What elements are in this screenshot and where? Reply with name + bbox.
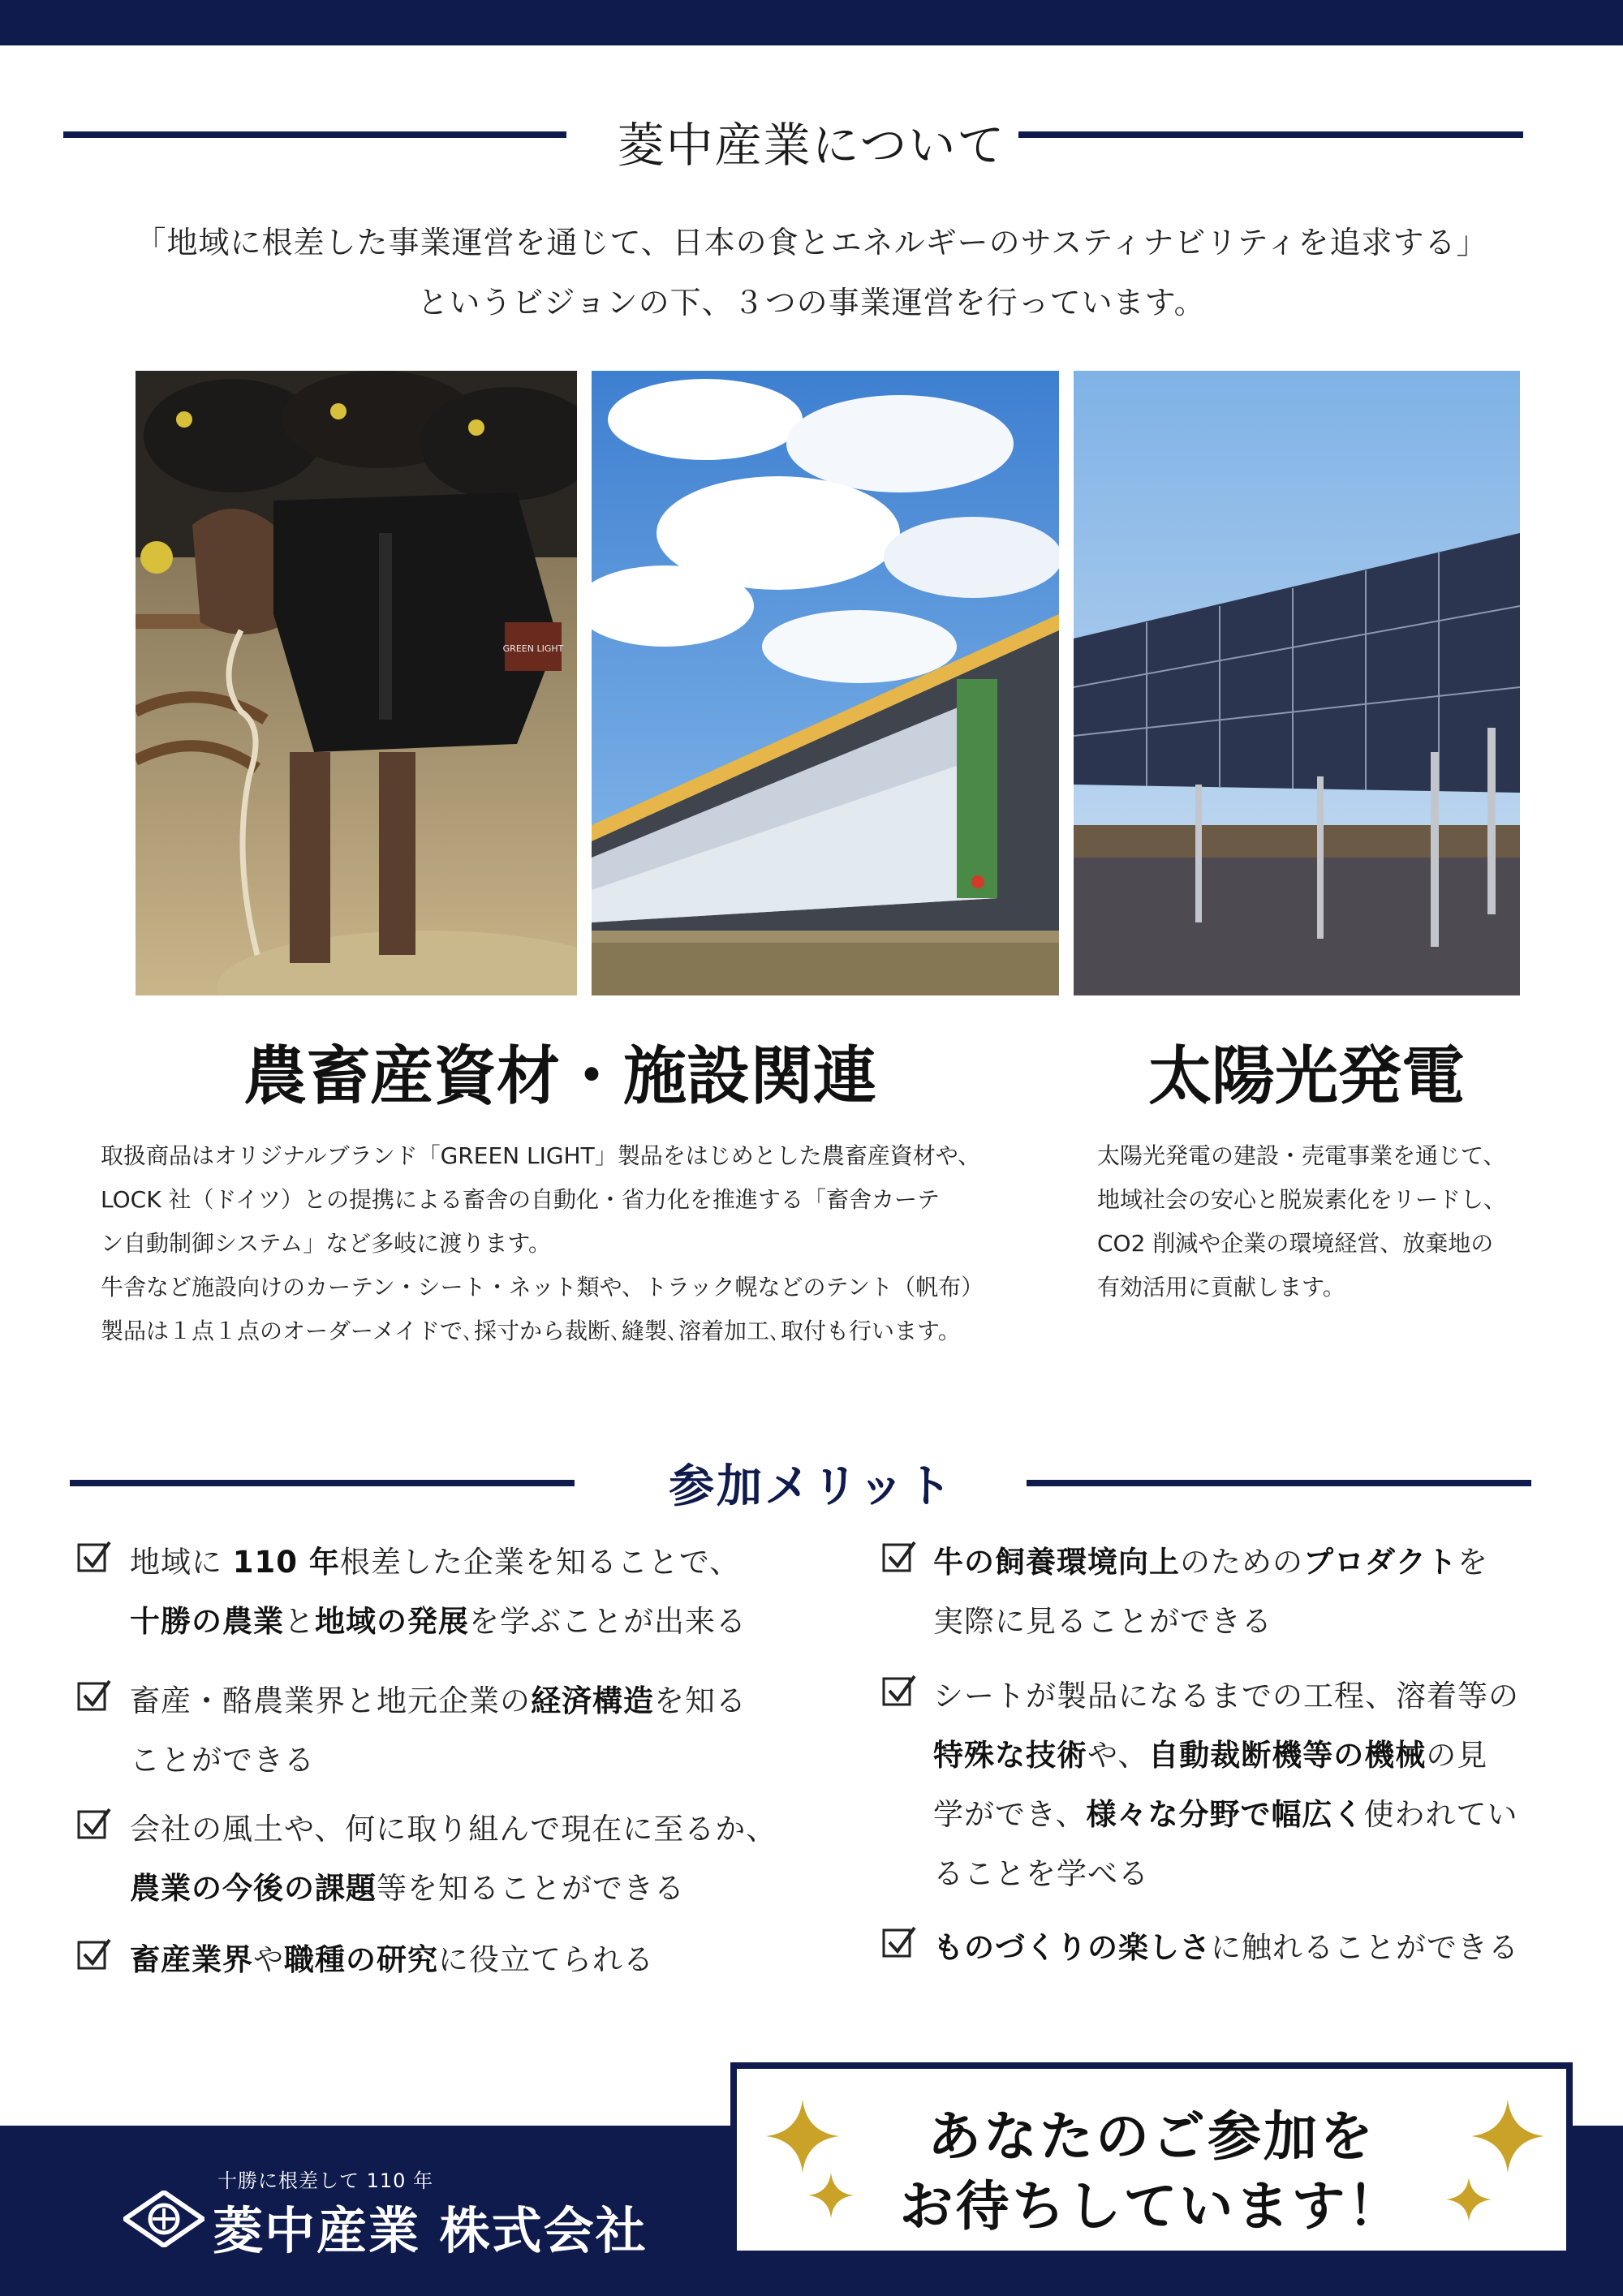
solar-line: CO2 削減や企業の環境経営、放棄地の bbox=[1097, 1230, 1494, 1257]
merit-line bbox=[130, 1537, 740, 1581]
merit-line bbox=[130, 1597, 747, 1640]
merit-title: 参加メリット bbox=[669, 1460, 954, 1513]
merit-text: と bbox=[284, 1604, 315, 1639]
merit-emphasis: 職種の研究 bbox=[284, 1942, 438, 1977]
merit-line bbox=[933, 1597, 1272, 1640]
agri-heading: 農畜産資材・施設関連 bbox=[243, 1040, 877, 1113]
merit-emphasis: 農業の今後の課題 bbox=[130, 1871, 377, 1906]
checkbox-icon bbox=[76, 1937, 112, 1972]
merit-line bbox=[130, 1935, 654, 1979]
merit-text: を学ぶことが出来る bbox=[469, 1604, 747, 1639]
agri-line: 取扱商品はオリジナルブランド「GREEN LIGHT」製品をはじめとした農畜産資材や、 bbox=[101, 1142, 981, 1169]
merit-text: 等を知ることができる bbox=[377, 1871, 685, 1906]
merit-emphasis: 自動裁断機等の機械 bbox=[1148, 1738, 1427, 1773]
title-rule-right bbox=[1018, 131, 1523, 138]
merit-text: 地域に bbox=[130, 1545, 233, 1580]
solar-line: 地域社会の安心と脱炭素化をリードし、 bbox=[1097, 1186, 1507, 1213]
merit-line bbox=[130, 1864, 685, 1907]
agri-line: 牛舎など施設向けのカーテン・シート・ネット類や、トラック幌などのテント（帆布） bbox=[101, 1274, 984, 1301]
merit-emphasis: 十勝の農業 bbox=[130, 1604, 284, 1639]
merit-emphasis: 様々な分野で幅広く bbox=[1086, 1797, 1364, 1832]
green-light-tag: GREEN LIGHT bbox=[502, 643, 564, 654]
merit-line bbox=[933, 1849, 1149, 1893]
merit-rule-left bbox=[70, 1480, 575, 1486]
cta-line-2: お待ちしています！ bbox=[899, 2175, 1404, 2238]
calf-photo bbox=[136, 371, 577, 995]
merit-emphasis: 畜産業界 bbox=[130, 1942, 253, 1977]
merit-line bbox=[933, 1923, 1519, 1967]
checkbox-icon bbox=[881, 1673, 917, 1709]
cta-box bbox=[730, 2062, 1573, 2257]
merit-emphasis: 110 年 bbox=[232, 1545, 340, 1580]
sparkle-icon bbox=[766, 2100, 855, 2238]
merit-text: を bbox=[1457, 1545, 1488, 1580]
vision-statement: 「地域に根差した事業運営を通じて、日本の食とエネルギーのサスティナビリティを追求する」 bbox=[135, 225, 1488, 260]
checkbox-icon bbox=[76, 1678, 112, 1713]
agri-description bbox=[101, 1134, 984, 1353]
agri-line: ン自動制御システム」など多岐に渡ります。 bbox=[101, 1230, 551, 1257]
company-logo bbox=[123, 2191, 204, 2247]
merit-emphasis: 特殊な技術 bbox=[933, 1738, 1087, 1773]
merit-emphasis: プロダクト bbox=[1303, 1545, 1457, 1580]
merit-text: 会社の風土や、何に取り組んで現在に至るか、 bbox=[130, 1812, 777, 1847]
merit-text: や、 bbox=[1087, 1738, 1149, 1773]
merit-line bbox=[130, 1676, 747, 1720]
merit-text: 使われてい bbox=[1363, 1797, 1518, 1832]
merit-text: に役立てられる bbox=[438, 1942, 654, 1977]
merit-line bbox=[130, 1735, 315, 1779]
merit-text: シートが製品になるまでの工程、溶着等の bbox=[933, 1679, 1519, 1713]
checkbox-icon bbox=[881, 1924, 917, 1960]
merit-line bbox=[130, 1804, 777, 1848]
merit-text: に触れることができる bbox=[1211, 1930, 1519, 1965]
merit-emphasis: 牛の飼養環境向上 bbox=[933, 1545, 1180, 1580]
agri-line: 製品は１点１点のオーダーメイドで､採寸から裁断､縫製､溶着加工､取付も行います。 bbox=[101, 1318, 961, 1344]
company-name: 菱中産業 株式会社 bbox=[213, 2201, 648, 2260]
merit-line bbox=[933, 1731, 1487, 1774]
merit-text: や bbox=[253, 1942, 284, 1977]
solar-line: 太陽光発電の建設・売電事業を通じて、 bbox=[1097, 1142, 1506, 1169]
vision-followup: というビジョンの下、３つの事業運営を行っています。 bbox=[417, 285, 1206, 320]
sparkle-icon bbox=[1443, 2100, 1548, 2238]
solar-line: 有効活用に貢献します。 bbox=[1097, 1274, 1345, 1301]
solar-description bbox=[1097, 1134, 1506, 1309]
merit-text: 畜産・酪農業界と地元企業の bbox=[130, 1683, 531, 1718]
merit-text: の見 bbox=[1426, 1738, 1488, 1773]
checkbox-icon bbox=[881, 1539, 917, 1575]
barn-photo bbox=[592, 371, 1059, 995]
merit-text: 学ができ、 bbox=[933, 1797, 1087, 1832]
title-rule-left bbox=[63, 131, 566, 138]
checkbox-icon bbox=[76, 1539, 112, 1575]
merit-emphasis: 地域の発展 bbox=[315, 1604, 469, 1639]
merit-text: 実際に見ることができる bbox=[933, 1604, 1272, 1639]
merit-text: ることを学べる bbox=[933, 1856, 1149, 1891]
merit-rule-right bbox=[1027, 1480, 1531, 1486]
about-title: 菱中産業について bbox=[617, 118, 1006, 173]
cta-line-1: あなたのご参加を bbox=[928, 2105, 1375, 2168]
merit-emphasis: ものづくりの楽しさ bbox=[933, 1930, 1211, 1965]
checkbox-icon bbox=[76, 1806, 112, 1842]
solar-photo bbox=[1074, 371, 1520, 995]
solar-heading: 太陽光発電 bbox=[1147, 1040, 1465, 1113]
merit-text: を知る bbox=[654, 1683, 747, 1718]
merit-text: ことができる bbox=[130, 1743, 315, 1778]
agri-line: LOCK 社（ドイツ）との提携による畜舎の自動化・省力化を推進する「畜舎カーテ bbox=[101, 1186, 941, 1213]
merit-line bbox=[933, 1790, 1518, 1834]
top-band bbox=[0, 0, 1623, 45]
merit-line bbox=[933, 1671, 1519, 1715]
merit-text: 根差した企業を知ることで、 bbox=[339, 1545, 741, 1580]
merit-emphasis: 経済構造 bbox=[531, 1683, 654, 1718]
company-tagline: 十勝に根差して 110 年 bbox=[217, 2169, 434, 2192]
merit-line bbox=[933, 1537, 1488, 1581]
merit-text: のための bbox=[1180, 1545, 1303, 1580]
